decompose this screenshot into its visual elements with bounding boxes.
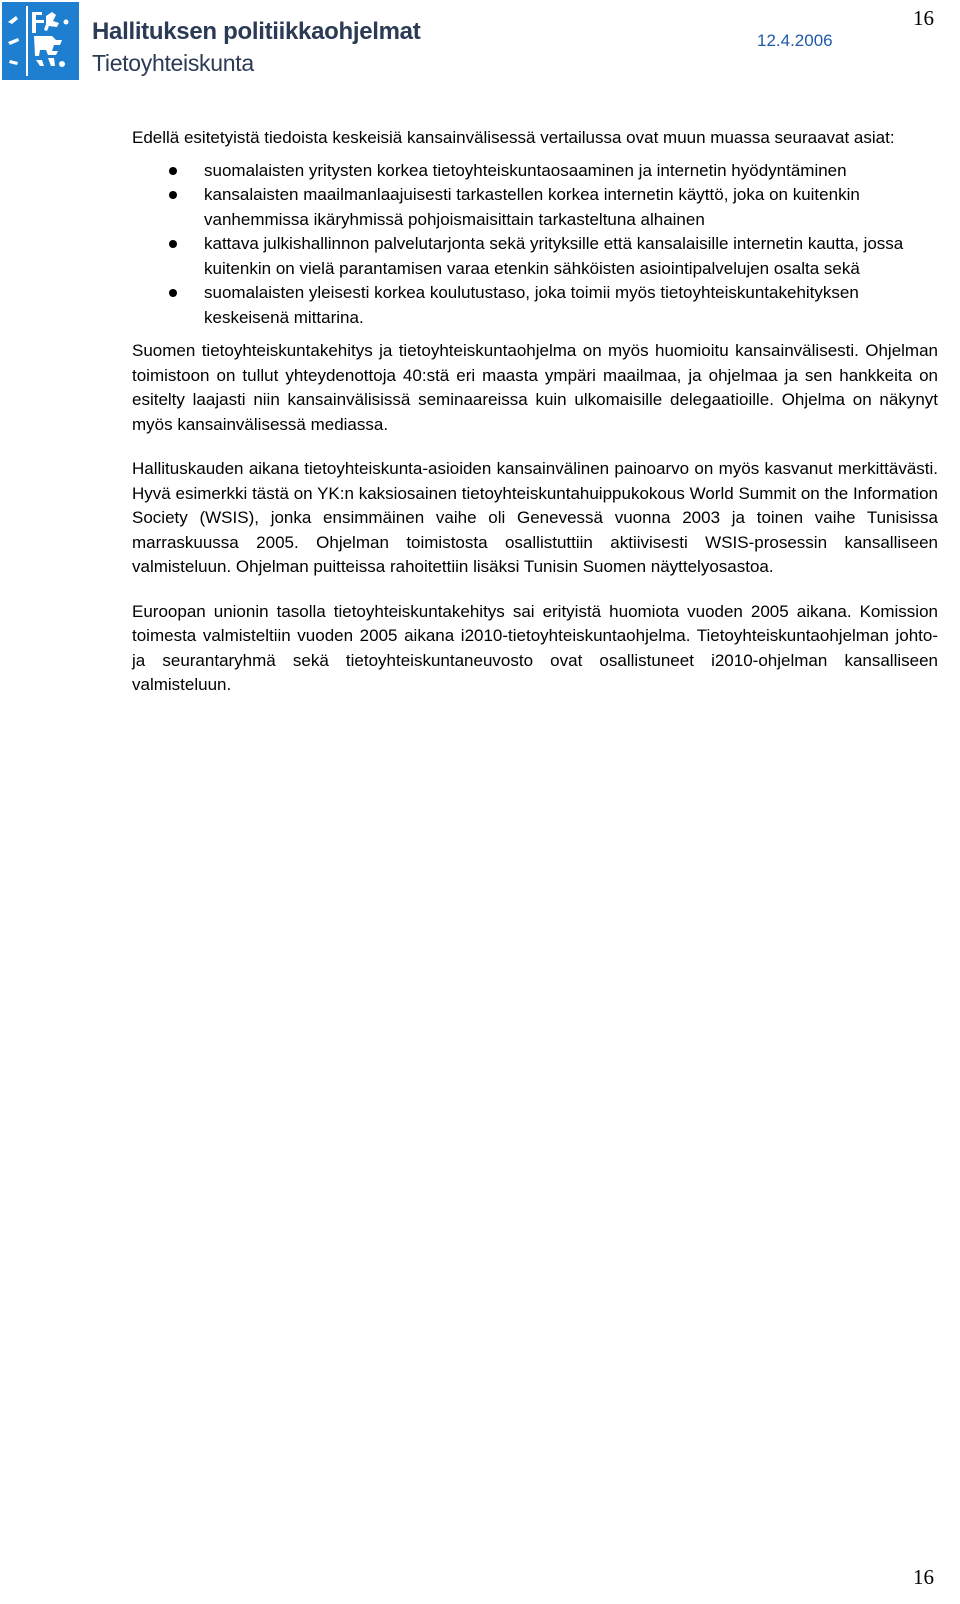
- header-logo-mark: [2, 2, 79, 80]
- header-date: 12.4.2006: [757, 31, 833, 50]
- list-item-text: kansalaisten maailmanlaajuisesti tarkastellen korkea internetin käyttö, joka on kuitenkin vanhemmissa ikäryhmissä pohjoismaisittain tarkasteltuna alhainen: [204, 185, 860, 229]
- list-item-text: suomalaisten yleisesti korkea koulutustaso, joka toimii myös tietoyhteiskuntakehityksen keskeisenä mittarina.: [204, 283, 859, 327]
- paragraph: Euroopan unionin tasolla tietoyhteiskuntakehitys sai erityistä huomiota vuoden 2005 aikana. Komission toimesta valmisteltiin vuoden 2005 aikana i2010-tietoyhteiskuntaohjelma. Tietoyhteiskuntaohjelman johto- ja seurantaryhmä sekä tietoyhteiskuntaneuvosto ovat osallistuneet i2010-ohjelman kansalliseen valmisteluun.: [132, 601, 938, 694]
- page-number-top: 16: [913, 6, 934, 30]
- header-title: Hallituksen politiikkaohjelmat: [92, 18, 421, 45]
- list-item: [132, 281, 938, 330]
- list-item: [132, 232, 938, 281]
- bullet-icon: [169, 167, 177, 175]
- bullet-icon: [169, 191, 177, 199]
- header-subtitle: Tietoyhteiskunta: [92, 50, 254, 76]
- list-item: [132, 159, 938, 184]
- list-item-text: kattava julkishallinnon palvelutarjonta sekä yrityksille että kansalaisille internetin kautta, jossa kuitenkin on vielä parantamisen varaa etenkin sähköisten asiointipalvelujen osalta sekä: [204, 234, 904, 278]
- finnish-lion-emblem-icon: [2, 2, 79, 80]
- page-number-bottom: 16: [913, 1565, 934, 1589]
- bullet-icon: [169, 240, 177, 248]
- bullet-icon: [169, 289, 177, 297]
- list-item: [132, 183, 938, 232]
- document-body: [132, 126, 938, 698]
- paragraph: Hallituskauden aikana tietoyhteiskunta-asioiden kansainvälinen painoarvo on myös kasvanut merkittävästi. Hyvä esimerkki tästä on YK:n kaksiosainen tietoyhteiskuntahuippukokous World Summit on the Information Society (WSIS), jonka ensimmäinen vaihe oli Genevessä vuonna 2003 ja toinen vaihe Tunisissa marraskuussa 2005. Ohjelman toimistosta osallistuttiin aktiivisesti WSIS-prosessin kansalliseen valmisteluun. Ohjelman puitteissa rahoitettiin lisäksi Tunisin Suomen näyttelyosastoa.: [132, 459, 938, 576]
- intro-paragraph: Edellä esitetyistä tiedoista keskeisiä kansainvälisessä vertailussa ovat muun muassa seuraavat asiat:: [132, 128, 895, 147]
- bullet-list: [132, 159, 938, 331]
- paragraph: Suomen tietoyhteiskuntakehitys ja tietoyhteiskuntaohjelma on myös huomioitu kansainvälisesti. Ohjelman toimistoon on tullut yhteydenottoja 40:stä eri maasta ympäri maailmaa, ja ohjelmaa ja sen hankkeita on esitelty laajasti niin kansainvälisissä seminaareissa kuin ulkomaisille delegaatioille. Ohjelma on näkynyt myös kansainvälisessä mediassa.: [132, 341, 938, 434]
- list-item-text: suomalaisten yritysten korkea tietoyhteiskuntaosaaminen ja internetin hyödyntäminen: [204, 160, 847, 180]
